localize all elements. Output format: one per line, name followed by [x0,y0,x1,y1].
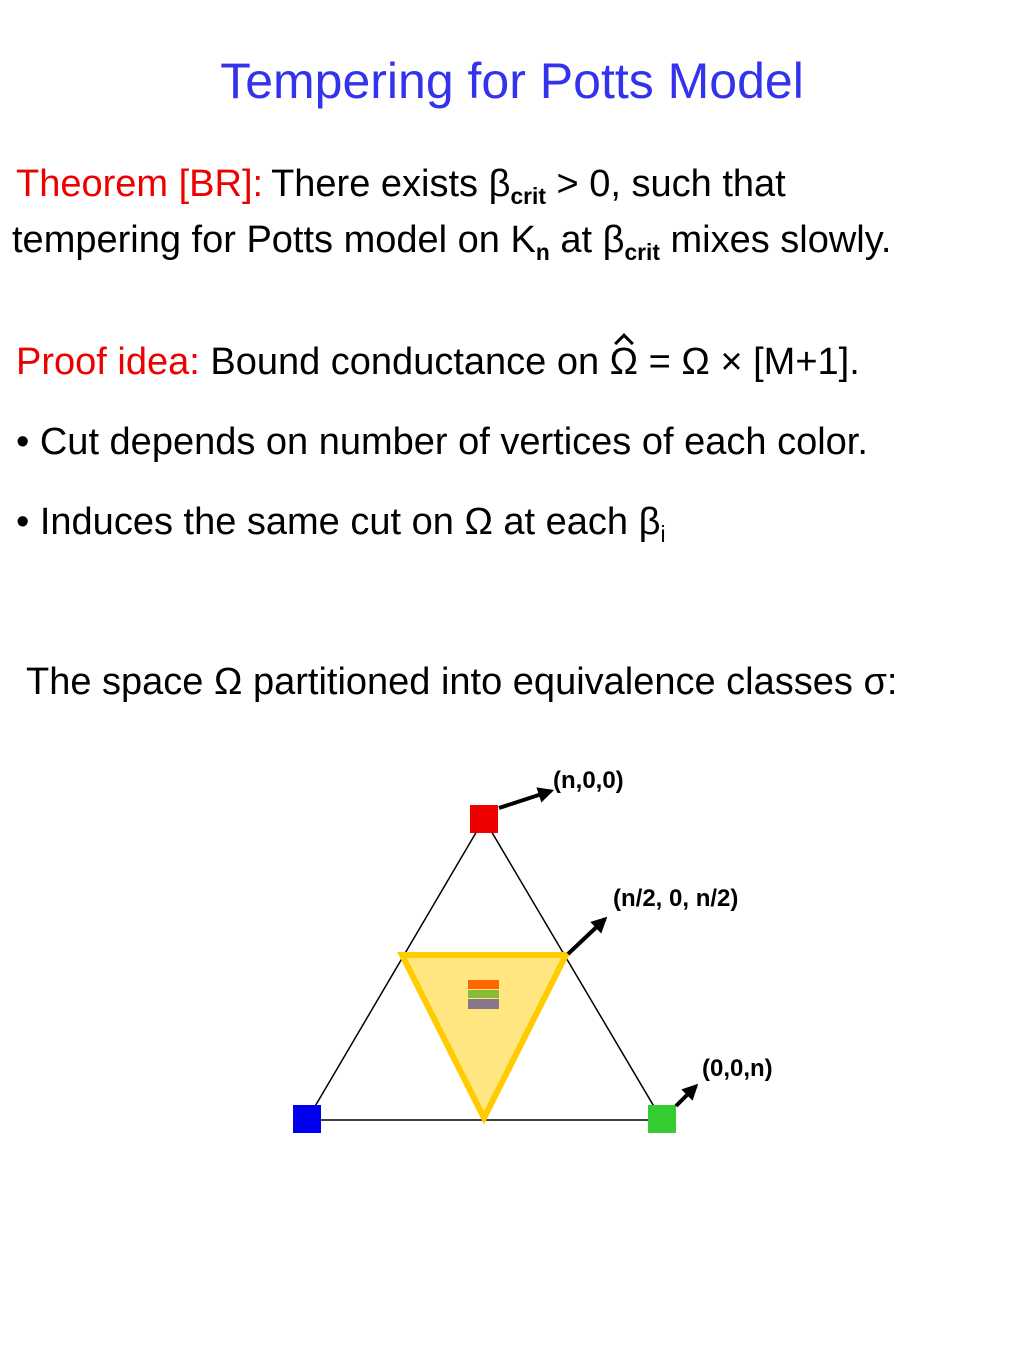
label-right: (0,0,n) [702,1055,773,1082]
partition-text: The space Ω partitioned into equivalence classes σ: [26,661,898,703]
equivalence-region [402,955,566,1118]
theorem-text-b: > 0, such that [545,163,786,205]
omega-hat: Ω [609,341,639,383]
theorem-text-e: mixes slowly. [659,219,892,261]
kn-sub: n [535,238,550,265]
label-top: (n,0,0) [553,767,624,794]
arrow-top [499,791,551,808]
theorem-text-d: at β [549,219,625,261]
theorem-text-a: There exists β [271,163,511,205]
beta-i-sub: i [660,520,666,547]
bullet-1: • Cut depends on number of vertices of each color. [16,421,868,463]
arrow-right [676,1086,696,1106]
beta-crit-sub: crit [510,182,546,209]
theorem-text-c: tempering for Potts model on K [12,219,536,261]
arrow-mid [568,919,605,954]
label-mid: (n/2, 0, n/2) [613,885,739,912]
proof-text-a: Bound conductance on [199,341,610,383]
vertex-right-green [648,1105,676,1133]
page-title: Tempering for Potts Model [220,53,804,109]
beta-crit-sub-2: crit [624,238,660,265]
stripe-gray [468,999,499,1009]
proof-label: Proof idea: [16,341,200,383]
vertex-top-red [470,805,498,833]
bullet-2-text: • Induces the same cut on Ω at each β [16,501,661,543]
theorem-label: Theorem [BR]: [16,163,264,205]
vertex-left-blue [293,1105,321,1133]
stripe-orange [468,980,499,989]
stripe-green [468,990,499,998]
proof-text-b: = Ω × [M+1]. [638,341,860,383]
